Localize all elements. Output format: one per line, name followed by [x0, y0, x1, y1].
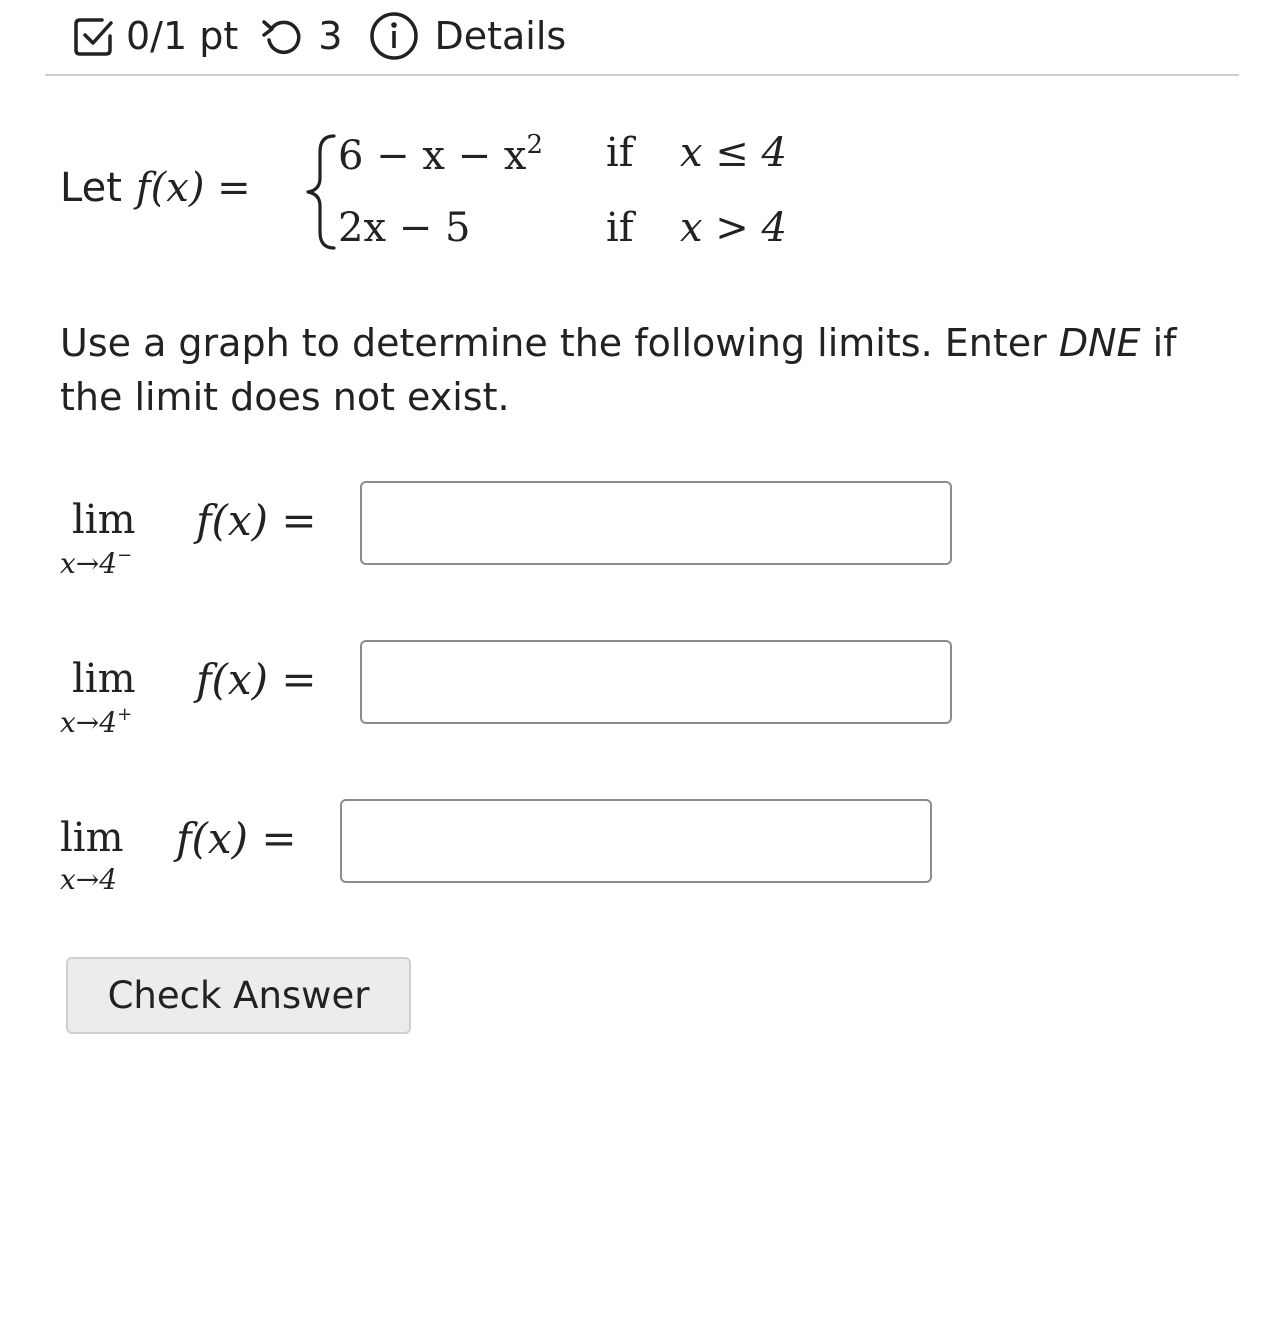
limit-3-approach-text: x→4 — [60, 863, 118, 896]
check-answer-button[interactable]: Check Answer — [66, 957, 411, 1034]
header-divider — [45, 74, 1239, 76]
limit-1-expression: f(x) = — [196, 496, 317, 545]
attempts-count: 3 — [318, 14, 343, 58]
score-text: 0/1 pt — [126, 14, 239, 58]
retry-icon — [260, 14, 308, 58]
case-2-condition: x > 4 — [680, 205, 787, 251]
limit-1-lim: lim — [72, 497, 136, 543]
limit-3-approach — [60, 863, 117, 896]
limit-1-approach — [60, 545, 132, 580]
case-1-if: if — [606, 130, 634, 176]
limit-two-sided-answer-input[interactable] — [340, 799, 932, 883]
case-2-if: if — [606, 205, 634, 251]
limit-2-approach — [60, 704, 132, 739]
case-2-expr-text: 2x − 5 — [338, 205, 471, 251]
instructions-text — [60, 316, 1230, 424]
info-icon[interactable] — [368, 10, 420, 62]
case-1-expression — [338, 130, 543, 179]
case-1-exponent: 2 — [526, 130, 544, 160]
limit-1-approach-text: x→4 — [60, 547, 118, 580]
instructions-before: Use a graph to determine the following limits. Enter — [60, 321, 1059, 365]
limit-2-side: + — [117, 704, 133, 725]
limit-2-lim: lim — [72, 656, 136, 702]
cases-brace — [300, 130, 340, 258]
limit-2-approach-text: x→4 — [60, 706, 118, 739]
case-1-condition: x ≤ 4 — [680, 130, 787, 176]
function-lhs: f(x) = — [135, 165, 251, 211]
question-header — [72, 10, 566, 62]
limit-3-expression: f(x) = — [176, 814, 297, 863]
details-link[interactable]: Details — [434, 14, 567, 58]
checkbox-check-icon — [72, 14, 116, 58]
function-definition-label — [60, 165, 251, 211]
instructions-after: if the limit does not exist. — [60, 321, 1177, 419]
limit-left-answer-input[interactable] — [360, 481, 952, 565]
limit-1-side: − — [117, 545, 133, 566]
case-2-expression — [338, 205, 470, 251]
instructions-dne: DNE — [1058, 321, 1141, 365]
limit-2-expression: f(x) = — [196, 655, 317, 704]
limit-right-answer-input[interactable] — [360, 640, 952, 724]
case-1-expr-text: 6 − x − x — [338, 133, 527, 179]
limit-3-lim: lim — [60, 815, 124, 861]
let-word: Let — [60, 165, 122, 211]
